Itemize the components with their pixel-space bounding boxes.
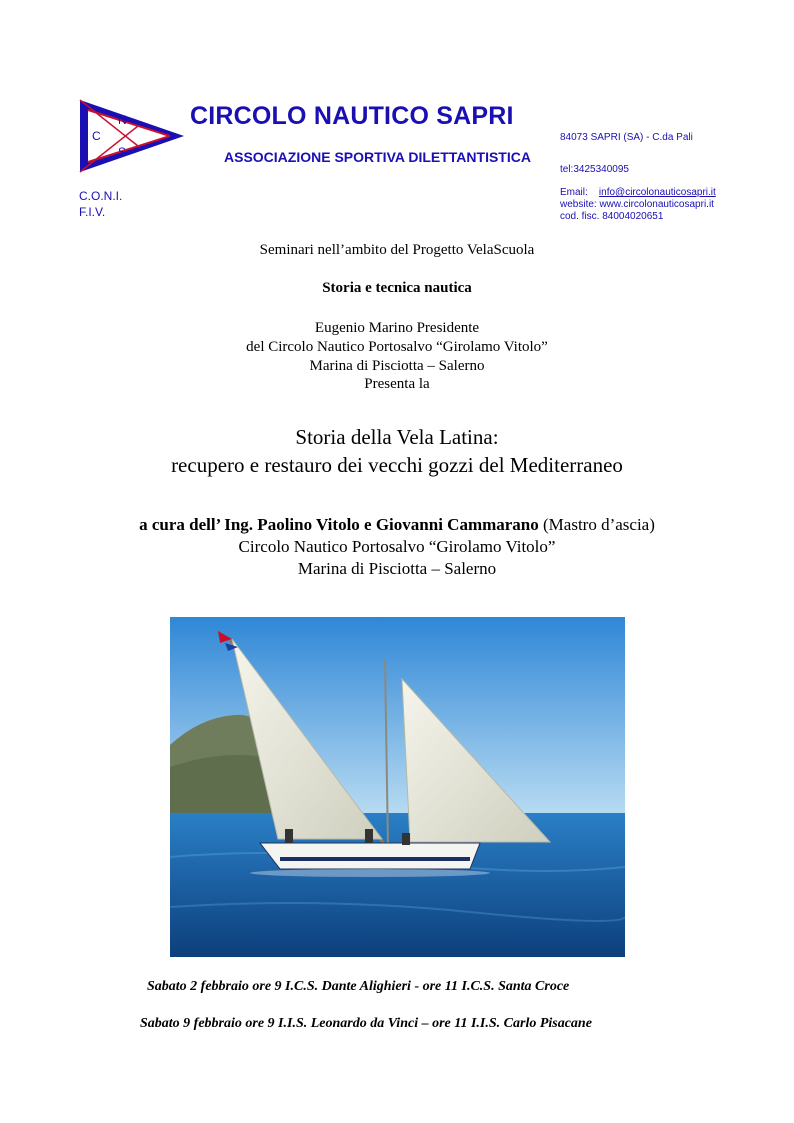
credits-authors: a cura dell’ Ing. Paolino Vitolo e Giovanni Cammarano — [139, 515, 539, 534]
schedule-line-2: Sabato 9 febbraio ore 9 I.I.S. Leonardo da Vinci – ore 11 I.I.S. Carlo Pisacane — [140, 1016, 592, 1031]
club-subtitle: ASSOCIAZIONE SPORTIVA DILETTANTISTICA — [224, 149, 531, 165]
contact-address: 84073 SAPRI (SA) - C.da Pali — [560, 132, 693, 143]
logo-letter-n: N — [118, 113, 127, 127]
contact-website[interactable]: website: www.circolonauticosapri.it — [560, 199, 714, 210]
credits-line-3: Marina di Pisciotta – Salerno — [297, 559, 497, 578]
topic-heading: Storia e tecnica nautica — [322, 280, 472, 296]
contact-email-row — [560, 187, 716, 199]
logo-letter-c: C — [92, 129, 101, 143]
presenter-line-1: Eugenio Marino Presidente — [314, 320, 480, 336]
schedule-line-1: Sabato 2 febbraio ore 9 I.C.S. Dante Alighieri - ore 11 I.C.S. Santa Croce — [147, 979, 570, 994]
affiliations — [79, 188, 122, 220]
main-title-line-2: recupero e restauro dei vecchi gozzi del Mediterraneo — [171, 453, 623, 477]
presenter-line-2: del Circolo Nautico Portosalvo “Girolamo Vitolo” — [246, 339, 548, 355]
club-logo — [78, 98, 186, 174]
contact-fiscal-code: cod. fisc. 84004020651 — [560, 211, 664, 222]
credits-role: (Mastro d’ascia) — [538, 515, 655, 534]
credits-line-2: Circolo Nautico Portosalvo “Girolamo Vitolo” — [238, 537, 556, 556]
club-name: CIRCOLO NAUTICO SAPRI — [190, 102, 514, 130]
main-title-line-1: Storia della Vela Latina: — [295, 425, 499, 449]
presenter-line-4: Presenta la — [364, 376, 430, 392]
email-label: Email: — [560, 187, 588, 198]
seminar-line: Seminari nell’ambito del Progetto VelaScuola — [259, 242, 535, 258]
contact-tel: tel:3425340095 — [560, 164, 629, 175]
presenter-line-3: Marina di Pisciotta – Salerno — [309, 358, 485, 374]
coni-label: C.O.N.I. — [79, 189, 123, 203]
sailing-boat-photo — [170, 617, 625, 957]
logo-letter-s: S — [118, 145, 127, 159]
email-link[interactable]: info@circolonauticosapri.it — [598, 187, 716, 198]
pennant-icon — [78, 98, 186, 174]
credits-line-1 — [0, 514, 794, 535]
fiv-label: F.I.V. — [79, 205, 106, 219]
